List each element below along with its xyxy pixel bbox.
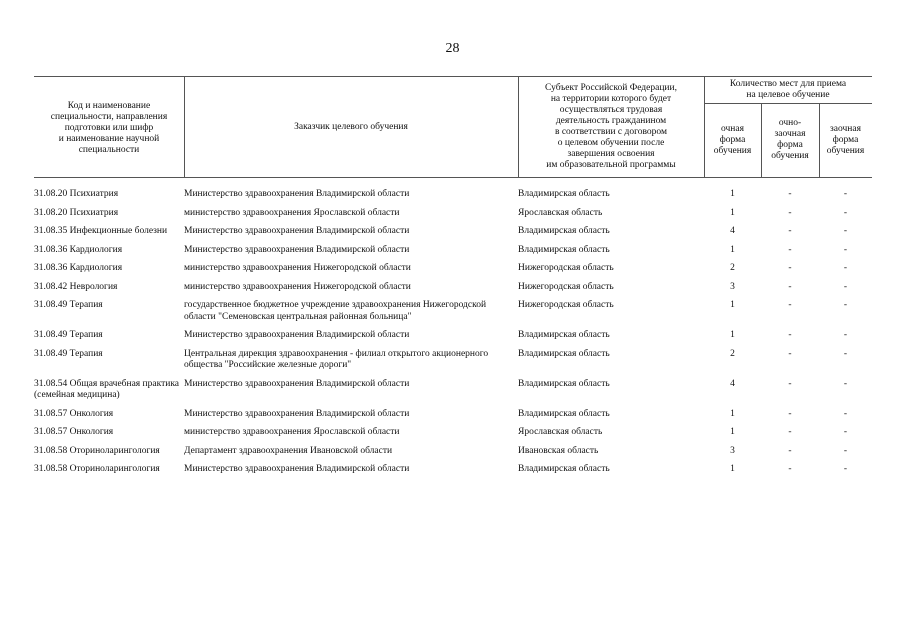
header-distance: заочная форма обучения xyxy=(826,123,865,156)
row-distance-count: - xyxy=(843,244,848,255)
row-code: 31.08.36 Кардиология xyxy=(34,263,123,273)
row-customer: Министерство здравоохранения Владимирской области xyxy=(184,378,410,389)
row-distance-count: - xyxy=(843,263,848,273)
table-body xyxy=(34,189,872,476)
row-part-time-count: - xyxy=(788,300,792,310)
row-customer: Министерство здравоохранения Владимирской области xyxy=(184,189,410,199)
header-places: Количество мест для приема на целевое обучение xyxy=(729,79,847,100)
row-code: 31.08.20 Психиатрия xyxy=(34,189,119,199)
row-code: 31.08.57 Онкология xyxy=(34,427,114,437)
table-row xyxy=(34,263,872,275)
row-subject: Владимирская область xyxy=(518,408,610,419)
table-row xyxy=(34,349,872,372)
row-subject: Ивановская область xyxy=(518,445,599,456)
row-part-time-count: - xyxy=(788,445,792,456)
row-subject: Владимирская область xyxy=(518,226,610,236)
row-subject: Нижегородская область xyxy=(518,300,614,310)
row-code: 31.08.20 Психиатрия xyxy=(34,207,119,218)
quota-table xyxy=(34,76,872,483)
row-part-time-count: - xyxy=(788,226,792,236)
row-part-time-count: - xyxy=(788,207,792,218)
header-part-time: очно- заочная форма обучения xyxy=(771,118,809,161)
row-customer: Министерство здравоохранения Владимирской области xyxy=(184,408,410,419)
row-subject: Ярославская область xyxy=(518,427,603,437)
row-full-time-count: 1 xyxy=(730,300,735,310)
row-full-time-count: 4 xyxy=(730,378,735,389)
row-subject: Владимирская область xyxy=(518,348,610,359)
row-code: 31.08.49 Терапия xyxy=(34,330,103,340)
row-customer: Министерство здравоохранения Владимирской области xyxy=(184,330,410,340)
row-subject: Владимирская область xyxy=(518,189,610,199)
row-code: 31.08.58 Оториноларингология xyxy=(34,464,160,474)
row-customer: Министерство здравоохранения Владимирской области xyxy=(184,464,410,474)
row-subject: Ярославская область xyxy=(518,207,603,218)
row-full-time-count: 1 xyxy=(730,408,735,419)
table-row xyxy=(34,189,872,201)
row-part-time-count: - xyxy=(788,378,792,389)
table-row xyxy=(34,282,872,294)
row-full-time-count: 1 xyxy=(730,427,735,437)
table-row xyxy=(34,300,872,323)
row-part-time-count: - xyxy=(788,330,792,340)
table-row xyxy=(34,330,872,342)
header-subject: Субъект Российской Федерации, на территории которого будет осуществляться трудовая деятельность гражданином в соответствии с договором о целевом обучении после завершения освоения им образовательной программы xyxy=(545,83,677,170)
header-customer: Заказчик целевого обучения xyxy=(294,121,408,132)
row-code: 31.08.54 Общая врачебная практика (семейная медицина) xyxy=(34,378,180,400)
row-customer: министерство здравоохранения Ярославской области xyxy=(184,427,400,437)
row-code: 31.08.36 Кардиология xyxy=(34,244,123,255)
row-full-time-count: 1 xyxy=(730,330,735,340)
row-distance-count: - xyxy=(843,330,848,340)
row-full-time-count: 1 xyxy=(730,189,735,199)
row-customer: Министерство здравоохранения Владимирской области xyxy=(184,244,410,255)
row-full-time-count: 3 xyxy=(730,445,735,456)
row-distance-count: - xyxy=(843,281,848,292)
table-row xyxy=(34,409,872,421)
table-row xyxy=(34,446,872,458)
row-subject: Владимирская область xyxy=(518,378,610,389)
table-row xyxy=(34,245,872,257)
row-distance-count: - xyxy=(843,300,848,310)
row-distance-count: - xyxy=(843,408,848,419)
row-subject: Владимирская область xyxy=(518,330,610,340)
row-distance-count: - xyxy=(843,464,848,474)
table-row xyxy=(34,208,872,220)
row-full-time-count: 1 xyxy=(730,244,735,255)
row-full-time-count: 1 xyxy=(730,207,735,218)
row-code: 31.08.35 Инфекционные болезни xyxy=(34,226,168,236)
table-row xyxy=(34,464,872,476)
row-code: 31.08.58 Оториноларингология xyxy=(34,445,160,456)
row-distance-count: - xyxy=(843,226,848,236)
table-row xyxy=(34,379,872,402)
row-part-time-count: - xyxy=(788,348,792,359)
row-part-time-count: - xyxy=(788,244,792,255)
row-subject: Владимирская область xyxy=(518,464,610,474)
row-full-time-count: 4 xyxy=(730,226,735,236)
header-code: Код и наименование специальности, направления подготовки или шифр и наименование научной специальности xyxy=(50,100,168,155)
row-part-time-count: - xyxy=(788,263,792,273)
row-full-time-count: 2 xyxy=(730,263,735,273)
row-customer: Центральная дирекция здравоохранения - филиал открытого акционерного общества "Российские железные дороги" xyxy=(184,348,489,370)
table-header xyxy=(34,76,872,178)
row-part-time-count: - xyxy=(788,464,792,474)
row-part-time-count: - xyxy=(788,427,792,437)
row-code: 31.08.49 Терапия xyxy=(34,348,103,359)
row-code: 31.08.49 Терапия xyxy=(34,300,103,310)
row-customer: министерство здравоохранения Ярославской области xyxy=(184,207,400,218)
row-subject: Нижегородская область xyxy=(518,263,614,273)
page-number: 28 xyxy=(445,41,460,56)
row-code: 31.08.42 Неврология xyxy=(34,281,118,292)
table-row xyxy=(34,427,872,439)
row-part-time-count: - xyxy=(788,189,792,199)
row-distance-count: - xyxy=(843,348,848,359)
row-full-time-count: 2 xyxy=(730,348,735,359)
row-subject: Владимирская область xyxy=(518,244,610,255)
row-full-time-count: 1 xyxy=(730,464,735,474)
row-customer: Департамент здравоохранения Ивановской области xyxy=(184,445,393,456)
row-distance-count: - xyxy=(843,207,848,218)
row-distance-count: - xyxy=(843,189,848,199)
table-row xyxy=(34,226,872,238)
row-full-time-count: 3 xyxy=(730,281,735,292)
row-subject: Нижегородская область xyxy=(518,281,614,292)
row-distance-count: - xyxy=(843,378,848,389)
row-customer: министерство здравоохранения Нижегородской области xyxy=(184,263,411,273)
row-code: 31.08.57 Онкология xyxy=(34,408,114,419)
row-part-time-count: - xyxy=(788,281,792,292)
row-distance-count: - xyxy=(843,427,848,437)
row-customer: Министерство здравоохранения Владимирской области xyxy=(184,226,410,236)
row-customer: министерство здравоохранения Нижегородской области xyxy=(184,281,411,292)
row-customer: государственное бюджетное учреждение здравоохранения Нижегородской области "Семеновская центральная районная больница" xyxy=(184,300,487,322)
row-distance-count: - xyxy=(843,445,848,456)
header-full-time: очная форма обучения xyxy=(713,123,752,156)
row-part-time-count: - xyxy=(788,408,792,419)
